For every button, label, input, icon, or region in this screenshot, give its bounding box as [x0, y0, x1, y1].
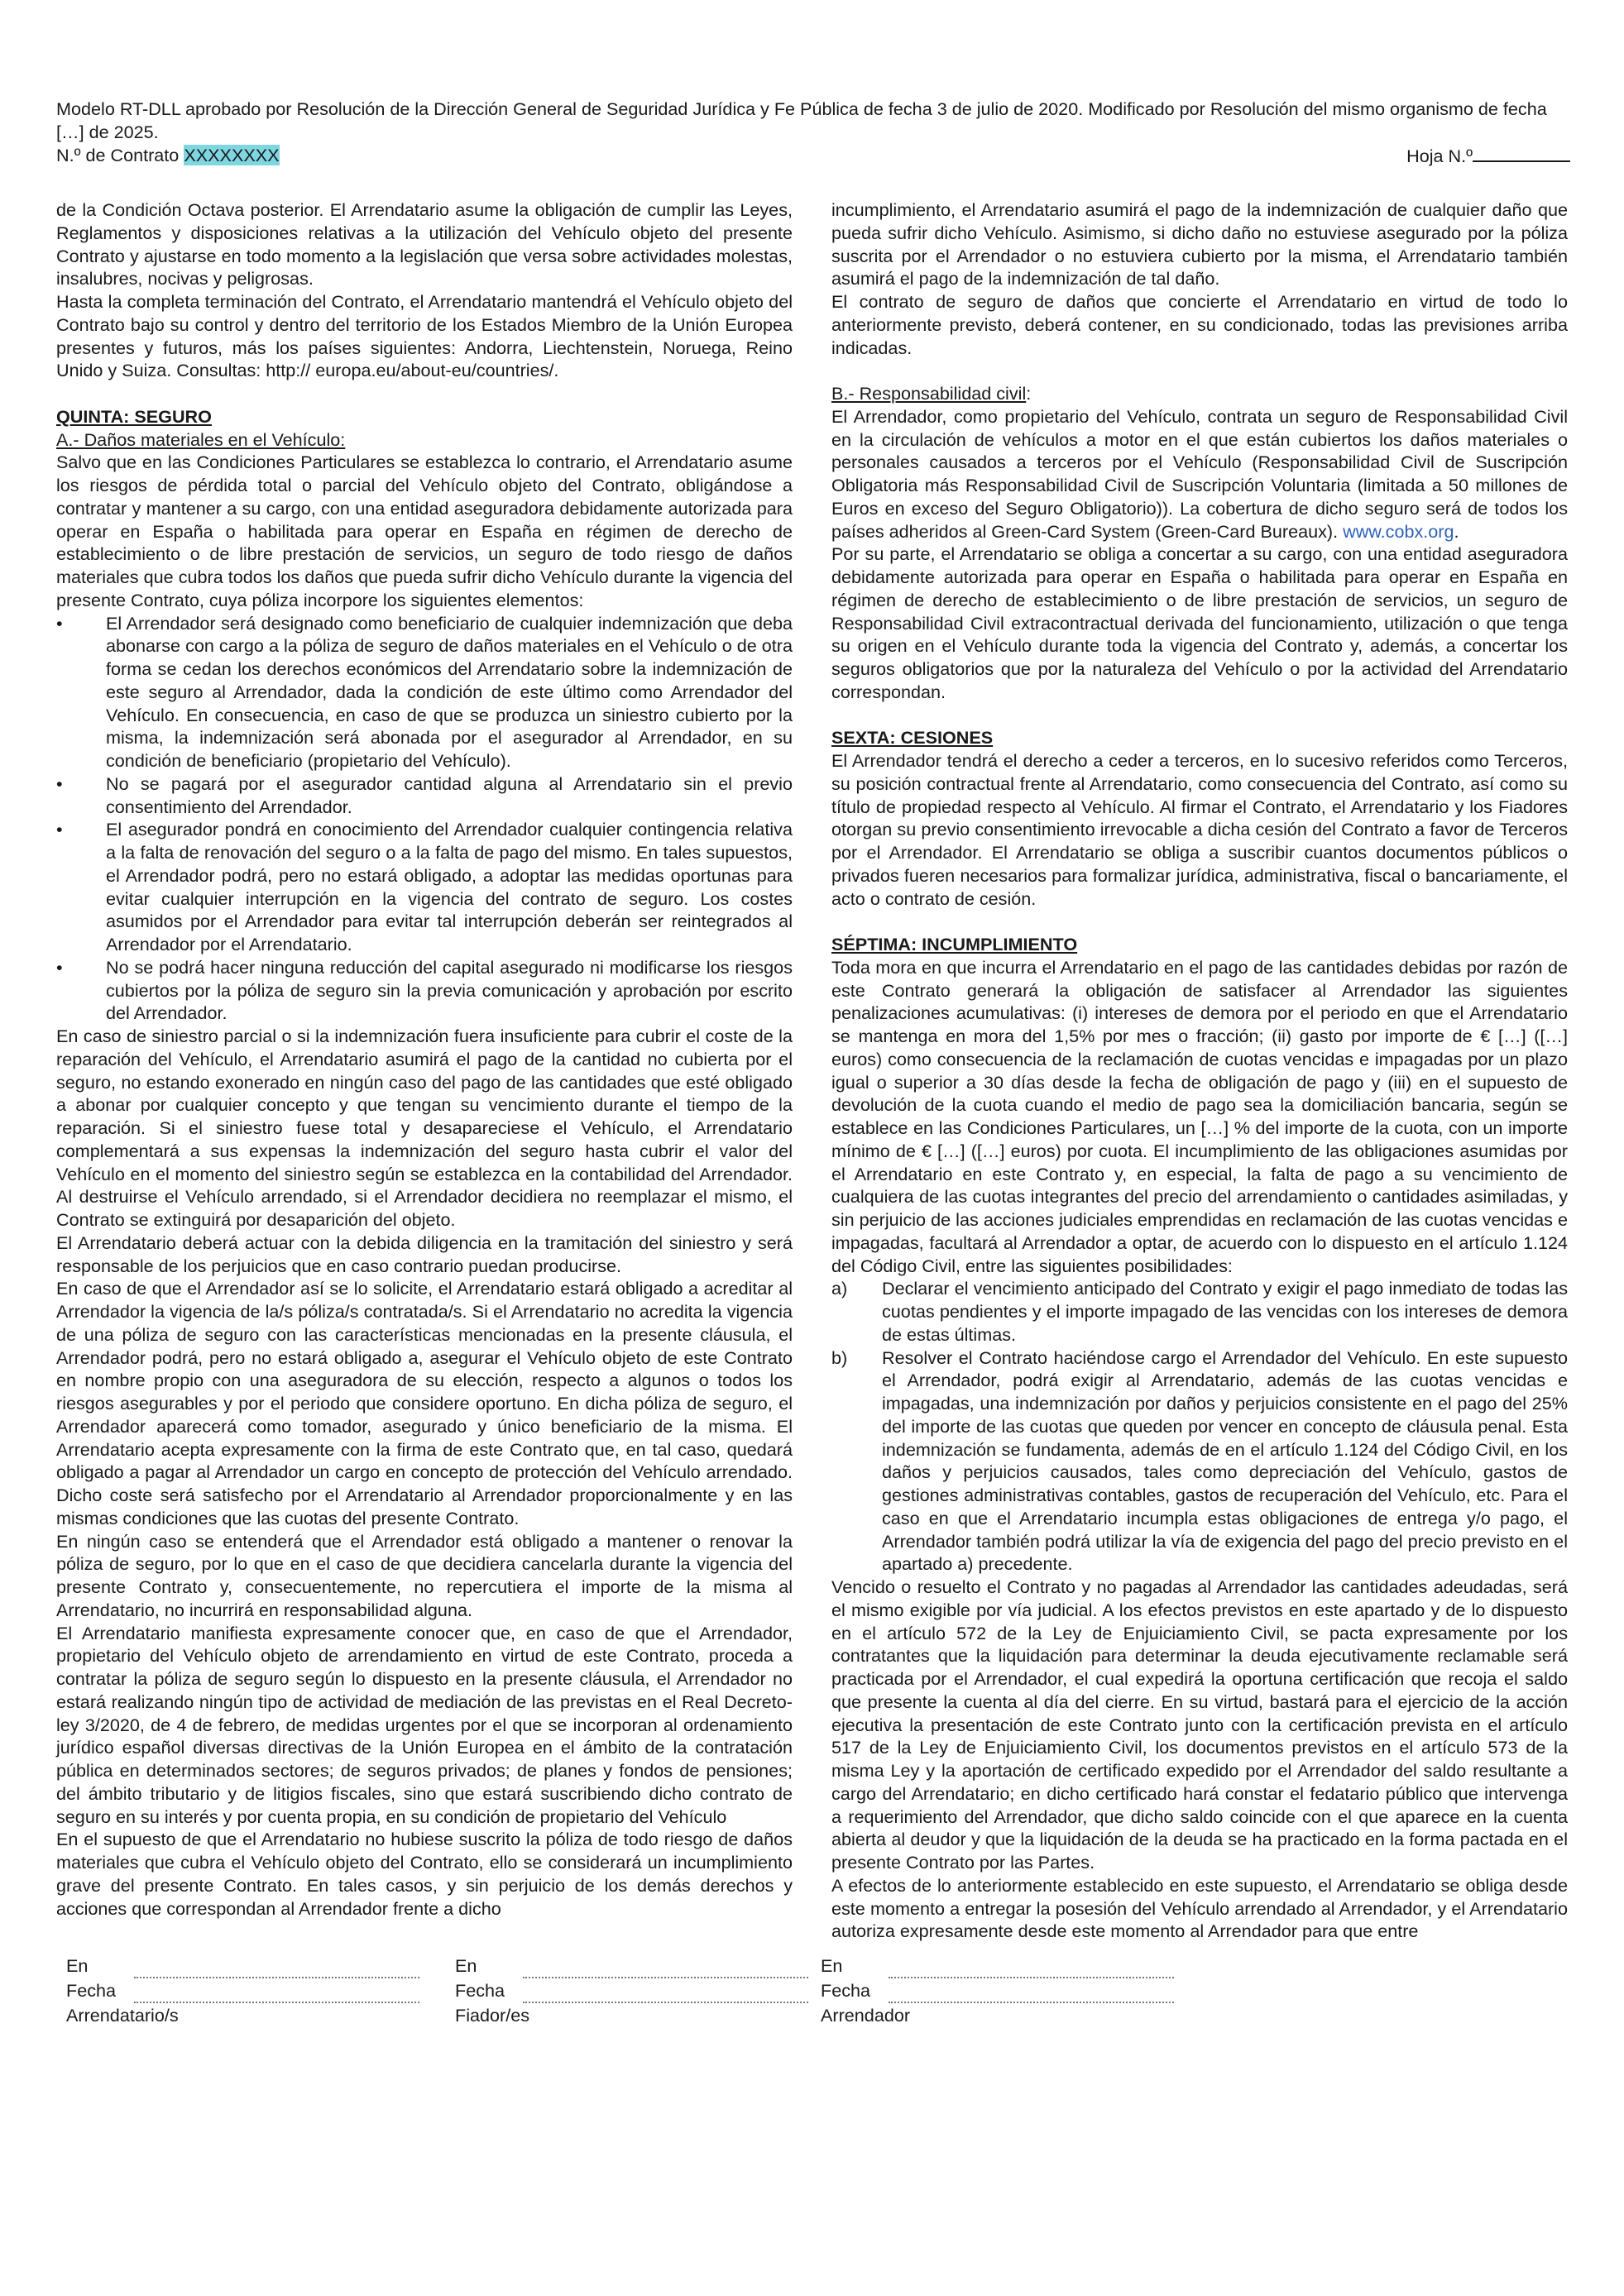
- default-options-list: [831, 1277, 1568, 1576]
- paragraph: El Arrendador tendrá el derecho a ceder a terceros, en lo sucesivo referidos como Terceros, su posición contractual frente al Arrendatario, como consecuencia del Contrato, así como su título de propiedad respecto al Vehículo. Al firmar el Contrato, el Arrendatario y los Fiadores otorgan su previo consentimiento irrevocable a dicha cesión del Contrato a favor de Terceros por el Arrendador. El Arrendatario se obliga a suscribir cuantos documentos públicos o privados fueren necesarios para formalizar jurídica, administrativa, fiscal o bancariamente, el acto o contrato de cesión.: [831, 750, 1568, 909]
- paragraph: [831, 405, 1568, 543]
- subsection-title-b-text: B.- Responsabilidad civil: [831, 383, 1027, 404]
- signature-date-field[interactable]: [523, 1987, 808, 2003]
- signature-date-field[interactable]: [134, 1987, 419, 2003]
- model-approval-line: Modelo RT-DLL aprobado por Resolución de la Dirección General de Seguridad Jurídica y Fe Pública de fecha 3 de julio de 2020. Modificado por Resolución del mismo organismo de fecha […] de 2025.: [56, 98, 1547, 142]
- paragraph: Por su parte, el Arrendatario se obliga a concertar a su cargo, con una entidad aseguradora debidamente autorizada para operar en España o habilitada para operar en España en régimen de derecho de establecimiento o de libre prestación de servicios, un seguro de Responsabilidad Civil extracontractual derivada del funcionamiento, utilización o que tenga su origen en el Vehículo durante toda la vigencia del Contrato y, además, a concertar los seguros obligatorios que por la naturaleza del Vehículo o por la actividad del Arrendatario correspondan.: [831, 543, 1568, 702]
- contract-number-value: XXXXXXXX: [184, 145, 280, 165]
- list-item-text: Declarar el vencimiento anticipado del Contrato y exigir el pago inmediato de todas las cuotas pendientes y el importe impagado de las vencidas con los intereses de demora de estas últimas.: [882, 1278, 1568, 1345]
- list-item: • El asegurador pondrá en conocimiento del Arrendador cualquier contingencia relativa a la falta de renovación del seguro o a la falta de pago del mismo. En tales supuestos, el Arrendador podrá, pero no estará obligado, a adoptar las medidas oportunas para evitar cualquier interrupción en la vigencia del contrato de seguro. Los costes asumidos por el Arrendador para evitar tal interrupción deberán ser reintegrados al Arrendador por el Arrendatario.: [56, 818, 793, 956]
- page-header: [56, 98, 1570, 168]
- signature-place-row: [66, 1954, 419, 1978]
- section-title-sexta: SEXTA: CESIONES: [831, 727, 994, 749]
- contract-row: [56, 144, 1570, 168]
- signature-place-label: En: [821, 1955, 843, 1976]
- signature-role: Fiador/es: [455, 2005, 530, 2026]
- sheet-number-label: Hoja N.º: [1406, 146, 1473, 166]
- paragraph: Hasta la completa terminación del Contrato, el Arrendatario mantendrá el Vehículo objeto del Contrato bajo su control y dentro del territorio de los Estados Miembro de la Unión Europea presentes y futuros, más los países siguientes: Andorra, Liechtenstein, Noruega, Reino Unido y Suiza. Consultas: http:// europa.eu/about-eu/countries/.: [56, 291, 793, 381]
- signature-date-label: Fecha: [455, 1980, 505, 2001]
- paragraph: El Arrendatario deberá actuar con la debida diligencia en la tramitación del siniestro y será responsable de los perjuicios que en caso contrario puedan producirse.: [56, 1232, 793, 1276]
- sheet-number-field: [1406, 144, 1570, 168]
- section-title-septima: SÉPTIMA: INCUMPLIMIENTO: [831, 934, 1078, 954]
- spacer: [831, 704, 1568, 727]
- signature-block-fiador: [455, 1954, 808, 2028]
- signature-row: [66, 1954, 1307, 2036]
- signature-place-row: [455, 1954, 808, 1978]
- signature-place-field[interactable]: [889, 1962, 1174, 1978]
- signature-date-label: Fecha: [821, 1980, 871, 2001]
- paragraph: A efectos de lo anteriormente establecido en este supuesto, el Arrendatario se obliga desde este momento a entregar la posesión del Vehículo arrendado al Arrendador, y el Arrendatario autoriza expresamente desde este momento al Arrendador para que entre: [831, 1874, 1568, 1942]
- signature-place-field[interactable]: [134, 1962, 419, 1978]
- subsection-title-b: [831, 382, 1568, 405]
- list-item: • No se pagará por el asegurador cantidad alguna al Arrendatario sin el previo consentimiento del Arrendador.: [56, 773, 793, 819]
- paragraph: de la Condición Octava posterior. El Arrendatario asume la obligación de cumplir las Leyes, Reglamentos y disposiciones relativas a la utilización del Vehículo objeto del presente Contrato y ajustarse en todo momento a la legislación que versa sobre actividades molestas, insalubres, nocivas y peligrosas.: [56, 199, 793, 289]
- paragraph: Vencido o resuelto el Contrato y no pagadas al Arrendador las cantidades adeudadas, será el mismo exigible por vía judicial. A los efectos previstos en este apartado y de lo dispuesto en el artículo 572 de la Ley de Enjuiciamiento Civil, se pacta expresamente por los contratantes que la liquidación para determinar la deuda ejecutivamente reclamable será practicada por el Arrendador, el cual expedirá la oportuna certificación que recoja el saldo que presente la cuenta al día del cierre. En su virtud, bastará para el ejercicio de la acción ejecutiva la presentación de este Contrato junto con la certificación prevista en el artículo 517 de la Ley de Enjuiciamiento Civil, los documentos previstos en el artículo 573 de la misma Ley y la aportación de certificado expedido por el Arrendador del saldo resultante a cargo del Arrendatario; en dicho certificado hará constar el fedatario público que intervenga a requerimiento del Arrendador, que dicho saldo coincide con el que aparece en la cuenta abierta al deudor y que la liquidación de la deuda se ha practicado en la forma pactada en el presente Contrato por las Partes.: [831, 1576, 1568, 1873]
- subsection-title-a: A.- Daños materiales en el Vehículo:: [56, 428, 346, 450]
- subsection-title-b-colon: :: [1026, 383, 1032, 404]
- list-item: [831, 1347, 1568, 1576]
- signature-place-row: [821, 1954, 1174, 1978]
- paragraph: Toda mora en que incurra el Arrendatario en el pago de las cantidades debidas por razón de este Contrato generará la obligación de satisfacer al Arrendador las siguientes penalizaciones acumulativas: (i) intereses de demora por el periodo en que el Arrendatario se mantenga en mora del 1,5% por mes o fracción; (ii) gasto por importe de € […] ([…] euros) como consecuencia de la reclamación de cuotas vencidas e impagadas por un plazo igual o superior a 30 días desde la fecha de obligación de pago y (iii) en el supuesto de devolución de la cuota cuando el medio de pago sea la domiciliación bancaria, según se establece en las Condiciones Particulares, un […] % del importe de la cuota, con un importe mínimo de € […] ([…] euros) por cuota. El incumplimiento de las obligaciones asumidas por el Arrendatario en este Contrato y, en especial, la falta de pago a su vencimiento de cualquiera de las cuotas integrantes del precio del arrendamiento o cantidades asimiladas, y sin perjuicio de las acciones judiciales emprendidas en reclamación de las cuotas vencidas e impagadas, facultará al Arrendador a optar, de acuerdo con lo dispuesto en el artículo 1.124 del Código Civil, entre las siguientes posibilidades:: [831, 956, 1568, 1276]
- paragraph: En ningún caso se entenderá que el Arrendador está obligado a mantener o renovar la póliza de seguro, por lo que en el caso de que decidiera cancelarla durante la vigencia del presente Contrato y, consecuentemente, no repercutiera el importe de la misma al Arrendatario, no incurrirá en responsabilidad alguna.: [56, 1530, 793, 1620]
- paragraph-end: .: [1454, 520, 1459, 542]
- paragraph: El Arrendatario manifiesta expresamente conocer que, en caso de que el Arrendador, propietario del Vehículo objeto de arrendamiento en virtud de este Contrato, proceda a contratar la póliza de seguro según lo dispuesto en la presente cláusula, el Arrendador no estará realizando ningún tipo de actividad de mediación de las previstas en el Real Decreto-ley 3/2020, de 4 de febrero, de medidas urgentes por el que se incorporan al ordenamiento jurídico español diversas directivas de la Unión Europea en el ámbito de la contratación pública en determinados sectores; de seguros privados; de planes y fondos de pensiones; del ámbito tributario y de litigios fiscales, sino que estará suscribiendo dicho contrato de seguro en su interés y por cuenta propia, en su condición de propietario del Vehículo: [56, 1622, 793, 1827]
- paragraph: Salvo que en las Condiciones Particulares se establezca lo contrario, el Arrendatario asume los riesgos de pérdida total o parcial del Vehículo objeto del Contrato, obligándose a contratar y mantener a su cargo, con una entidad aseguradora debidamente autorizada para operar en España o habilitada para operar en España en régimen de derecho de establecimiento o de libre prestación de servicios, un seguro de todo riesgo de daños materiales que cubra todos los daños que pueda sufrir dicho Vehículo durante la vigencia del presente Contrato, cuya póliza incorpore los siguientes elementos:: [56, 452, 793, 610]
- paragraph: En el supuesto de que el Arrendatario no hubiese suscrito la póliza de todo riesgo de daños materiales que cubra el Vehículo objeto del Contrato, ello se considerará un incumplimiento grave del presente Contrato. En tales casos, y sin perjuicio de los demás derechos y acciones que correspondan al Arrendador frente a dicho: [56, 1829, 793, 1919]
- paragraph-text: El Arrendador, como propietario del Vehículo, contrata un seguro de Responsabilidad Civil en la circulación de vehículos a motor en el que están cubiertos los daños materiales o personales causados a terceros por el Vehículo (Responsabilidad Civil de Suscripción Obligatoria más Responsabilidad Civil de Suscripción Voluntaria (limitada a 50 millones de Euros en exceso del Seguro Obligatorio)). La cobertura de dicho seguro será de todos los países adheridos al Green-Card System (Green-Card Bureaux).: [831, 405, 1568, 542]
- cobx-link[interactable]: www.cobx.org: [1343, 520, 1454, 542]
- signature-date-row: [66, 1978, 419, 2003]
- paragraph: El contrato de seguro de daños que concierte el Arrendatario en virtud de todo lo anteriormente previsto, deberá contener, en su condicionado, todas las previsiones arriba indicadas.: [831, 291, 1568, 358]
- section-title-quinta: QUINTA: SEGURO: [56, 405, 212, 427]
- paragraph: incumplimiento, el Arrendatario asumirá el pago de la indemnización de cualquier daño que pueda sufrir dicho Vehículo. Asimismo, si dicho daño no estuviese asegurado por la póliza suscrita por el Arrendador o no estuviera cubierto por la misma, el Arrendatario también asumirá el pago de la indemnización de tal daño.: [831, 199, 1568, 289]
- signature-place-label: En: [66, 1955, 89, 1976]
- insurance-conditions-list: [56, 612, 793, 1026]
- list-marker: a): [831, 1278, 848, 1299]
- paragraph: En caso de que el Arrendador así se lo solicite, el Arrendatario estará obligado a acreditar al Arrendador la vigencia de la/s póliza/s contratada/s. Si el Arrendatario no acredita la vigencia de una póliza de seguro con las características mencionadas en la presente cláusula, el Arrendador podrá, pero no estará obligado a, asegurar el Vehículo objeto de este Contrato en nombre propio con una aseguradora de su elección, respecto a algunos o todos los riesgos asegurables y por el periodo que considere oportuno. En dicha póliza de seguro, el Arrendador aparecerá como tomador, asegurado y único beneficiario de la misma. El Arrendatario acepta expresamente con la firma de este Contrato que, en tal caso, quedará obligado a pagar al Arrendador un cargo en concepto de protección del Vehículo arrendado. Dicho coste será satisfecho por el Arrendatario al Arrendador proporcionalmente y en las mismas condiciones que las cuotas del presente Contrato.: [56, 1278, 793, 1528]
- signature-place-field[interactable]: [523, 1962, 808, 1978]
- signature-role: Arrendador: [821, 2005, 911, 2026]
- contract-number-field: [56, 144, 280, 168]
- contract-number-label: N.º de Contrato: [56, 145, 184, 165]
- list-item: [831, 1277, 1568, 1346]
- signature-block-arrendador: [821, 1954, 1174, 2028]
- spacer: [831, 910, 1568, 933]
- paragraph: En caso de siniestro parcial o si la indemnización fuera insuficiente para cubrir el coste de la reparación del Vehículo, el Arrendatario asumirá el pago de la cantidad no cubierta por el seguro, no estando exonerado en ningún caso del pago de las cantidades que esté obligado a abonar por cualquier concepto y que tengan su vencimiento durante el tiempo de la reparación. Si el siniestro fuese total y desapareciese el Vehículo, el Arrendatario complementará a sus expensas la indemnización del seguro hasta cubrir el valor del Vehículo en el momento del siniestro según se establezca en la contabilidad del Arrendador. Al destruirse el Vehículo arrendado, si el Arrendador decidiera no reemplazar el mismo, el Contrato se extinguirá por desaparición del objeto.: [56, 1026, 793, 1230]
- signature-date-row: [455, 1978, 808, 2003]
- signature-place-label: En: [455, 1955, 477, 1976]
- spacer: [56, 382, 793, 405]
- left-column: [56, 199, 793, 1920]
- list-item-text: Resolver el Contrato haciéndose cargo el Arrendador del Vehículo. En este supuesto el Arrendador, podrá exigir al Arrendatario, además de las cuotas vencidas e impagadas, una indemnización por daños y perjuicios consistente en el pago del 25% del importe de las cuotas que queden por vencer en concepto de cláusula penal. Esta indemnización se fundamenta, además de en el artículo 1.124 del Código Civil, en los daños y perjuicios causados, tales como depreciación del Vehículo, gastos de gestiones administrativas contables, gastos de recuperación del Vehículo, etc. Para el caso en que el Arrendatario incumpla estas obligaciones de entrega y/o pago, el Arrendador también podrá utilizar la vía de exigencia del pago del precio previsto en el apartado a) precedente.: [882, 1347, 1568, 1575]
- signature-block-arrendatario: [66, 1954, 419, 2028]
- signature-date-label: Fecha: [66, 1980, 117, 2001]
- signature-date-row: [821, 1978, 1174, 2003]
- right-column: [831, 199, 1568, 1943]
- spacer: [831, 359, 1568, 382]
- sheet-number-blank: [1473, 144, 1570, 162]
- list-item: • No se podrá hacer ninguna reducción del capital asegurado ni modificarse los riesgos cubiertos por la póliza de seguro sin la previa comunicación y aprobación por escrito del Arrendador.: [56, 956, 793, 1025]
- signature-role: Arrendatario/s: [66, 2005, 179, 2026]
- signature-date-field[interactable]: [889, 1987, 1174, 2003]
- list-marker: b): [831, 1347, 848, 1368]
- list-item: • El Arrendador será designado como beneficiario de cualquier indemnización que deba abonarse con cargo a la póliza de seguro de daños materiales en el Vehículo o de otra forma se cedan los derechos económicos del Arrendatario sobre la indemnización de este seguro al Arrendador, dada la condición de este último como Arrendador del Vehículo. En consecuencia, en caso de que se produzca un siniestro cubierto por la misma, la indemnización será abonada por el asegurador al Arrendador, en su condición de beneficiario (propietario del Vehículo).: [56, 612, 793, 773]
